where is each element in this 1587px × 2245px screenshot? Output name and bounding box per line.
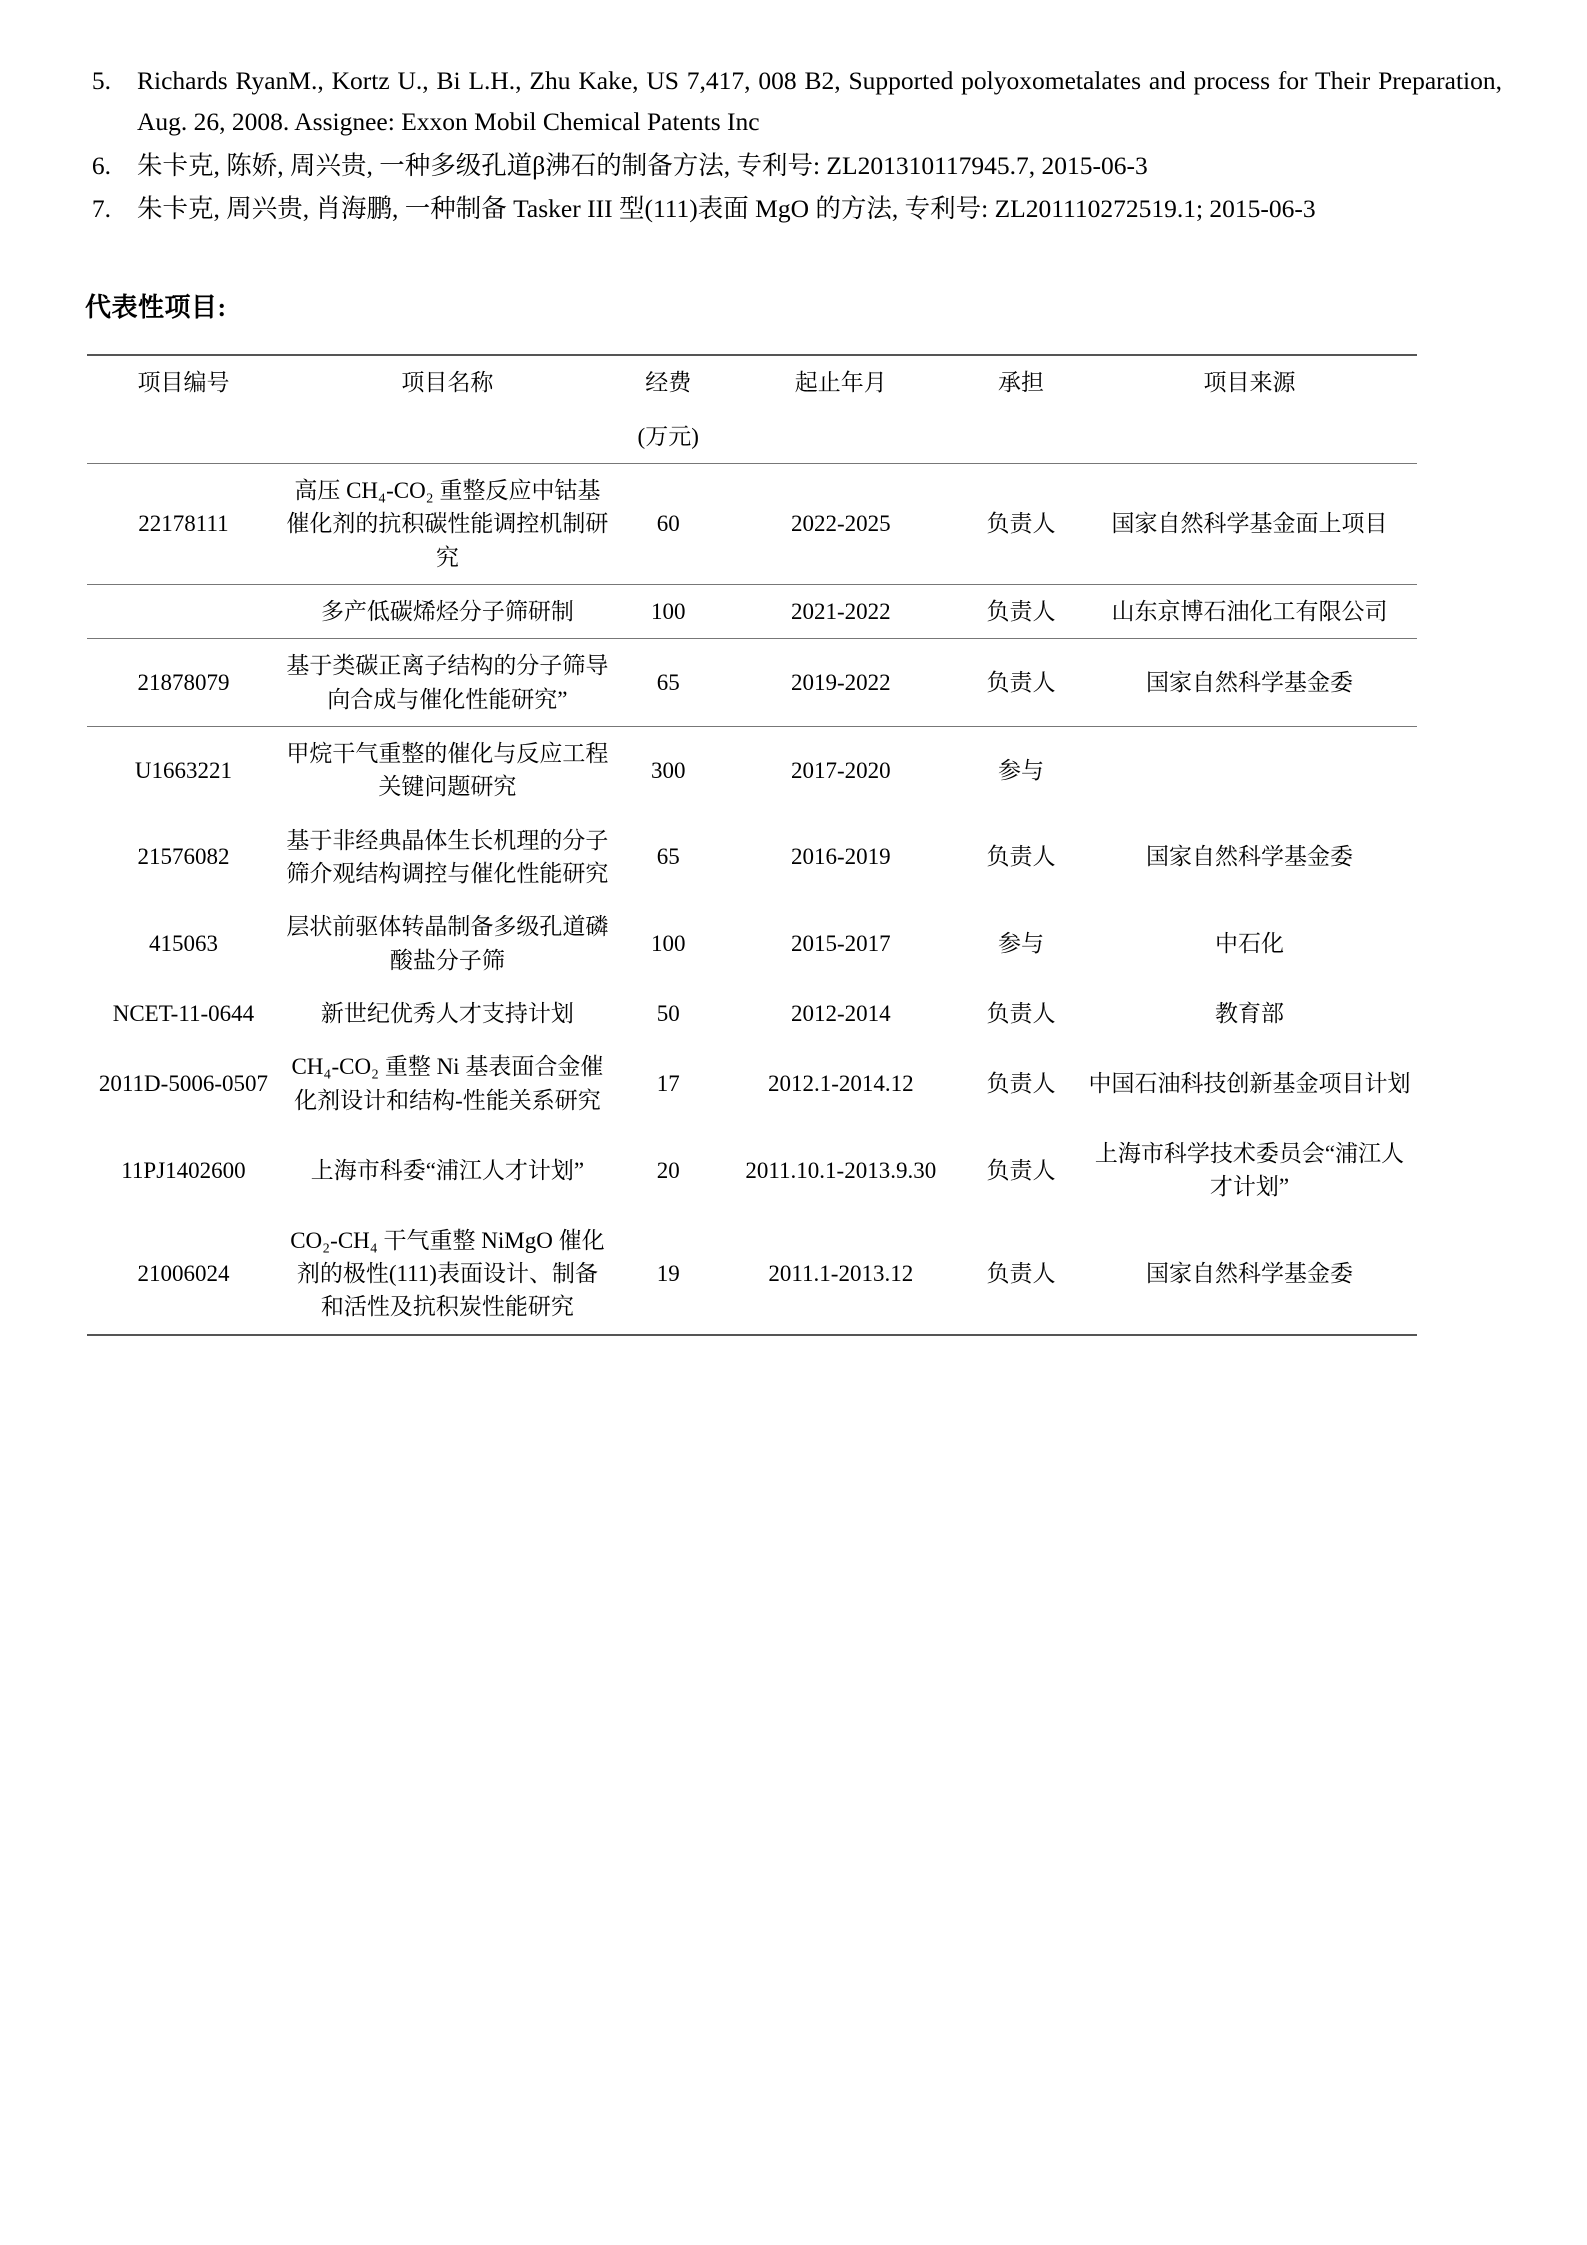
cell-funding: 100 <box>650 930 686 956</box>
patent-reference-list <box>85 60 1502 229</box>
cell-dates: 2017-2020 <box>722 726 961 813</box>
column-header-dates-sub <box>722 410 961 464</box>
cell-project-id: 22178111 <box>87 463 280 584</box>
column-header-role: 承担 <box>960 355 1082 409</box>
column-header-source-sub <box>1082 410 1417 464</box>
cell-role: 负责人 <box>986 1001 1056 1026</box>
cell-funding: 65 <box>656 844 680 870</box>
projects-table <box>87 354 1417 1336</box>
list-item <box>85 145 1502 186</box>
cell-role: 参与 <box>998 930 1044 956</box>
cell-source <box>1082 726 1417 813</box>
cell-source: 国家自然科学基金委 <box>1082 639 1417 727</box>
cell-funding: 19 <box>615 1214 722 1335</box>
reference-number: 6. <box>91 150 111 180</box>
table-header-subrow <box>87 410 1417 464</box>
reference-text: Richards RyanM., Kortz U., Bi L.H., Zhu Kake, US 7,417, 008 B2, Supported polyoxometalates and process for Their Preparation, Aug. 26, 2008. Assignee: Exxon Mobil Chemical Patents Inc <box>137 66 1502 137</box>
column-header-id-sub <box>87 410 280 464</box>
cell-project-name: 高压 CH₄-CO₂ 重整反应中钴基催化剂的抗积碳性能调控机制研究 <box>280 463 615 584</box>
cell-dates: 2021-2022 <box>722 584 961 638</box>
cell-dates: 2011.1-2013.12 <box>722 1214 961 1335</box>
table-row <box>87 900 1417 987</box>
cell-source: 中石化 <box>1214 930 1284 956</box>
column-header-fund-unit: (万元) <box>637 423 699 449</box>
cell-dates: 2015-2017 <box>790 930 891 956</box>
cell-dates: 2012-2014 <box>790 1001 891 1026</box>
cell-role: 负责人 <box>960 463 1082 584</box>
cell-role: 参与 <box>960 726 1082 813</box>
table-row <box>87 726 1417 813</box>
table-row <box>87 814 1417 901</box>
cell-project-id: 2011D-5006-0507 <box>98 1071 268 1097</box>
reference-text: 朱卡克, 陈娇, 周兴贵, 一种多级孔道β沸石的制备方法, 专利号: ZL201310117945.7, 2015-06-3 <box>137 150 1148 180</box>
list-item <box>85 60 1502 143</box>
reference-text: 朱卡克, 周兴贵, 肖海鹏, 一种制备 Tasker III 型(111)表面 MgO 的方法, 专利号: ZL201110272519.1; 2015-06-3 <box>137 193 1316 223</box>
cell-source: 国家自然科学基金面上项目 <box>1082 463 1417 584</box>
cell-dates: 2012.1-2014.12 <box>767 1071 914 1097</box>
cell-project-name: 上海市科委“浦江人才计划” <box>310 1157 585 1183</box>
cell-project-name: 基于类碳正离子结构的分子筛导向合成与催化性能研究” <box>280 639 615 727</box>
column-header-fund: 经费 <box>615 355 722 409</box>
cell-funding: 17 <box>656 1071 680 1097</box>
cell-project-id <box>87 584 280 638</box>
column-header-source: 项目来源 <box>1082 355 1417 409</box>
column-header-id: 项目编号 <box>87 355 280 409</box>
cell-role: 负责人 <box>986 1071 1056 1097</box>
cell-project-id: 11PJ1402600 <box>121 1157 246 1183</box>
cell-source: 山东京博石油化工有限公司 <box>1082 584 1417 638</box>
table-row <box>87 639 1417 727</box>
cell-role: 负责人 <box>960 639 1082 727</box>
cell-role: 负责人 <box>986 1157 1056 1183</box>
cell-funding: 65 <box>615 639 722 727</box>
reference-number: 5. <box>91 66 111 95</box>
table-row <box>87 1127 1417 1214</box>
cell-project-name: 新世纪优秀人才支持计划 <box>320 1001 574 1026</box>
table-header-row <box>87 355 1417 409</box>
cell-source: 中国石油科技创新基金项目计划 <box>1088 1071 1411 1097</box>
table-row <box>87 1040 1417 1127</box>
cell-project-name: 甲烷干气重整的催化与反应工程关键问题研究 <box>280 726 615 813</box>
cell-dates: 2011.10.1-2013.9.30 <box>745 1157 937 1183</box>
cell-project-name: 基于非经典晶体生长机理的分子筛介观结构调控与催化性能研究 <box>286 827 609 886</box>
cell-project-name: CH₄-CO₂ 重整 Ni 基表面合金催化剂设计和结构-性能关系研究 <box>291 1054 604 1113</box>
cell-funding: 100 <box>615 584 722 638</box>
cell-project-id: NCET-11-0644 <box>112 1001 255 1026</box>
cell-source: 国家自然科学基金委 <box>1145 844 1353 870</box>
cell-dates: 2022-2025 <box>722 463 961 584</box>
cell-role: 负责人 <box>960 1214 1082 1335</box>
cell-project-id: 21576082 <box>137 844 230 870</box>
list-item <box>85 188 1502 229</box>
section-heading: 代表性项目: <box>85 293 227 323</box>
cell-dates: 2019-2022 <box>722 639 961 727</box>
cell-project-id: 21006024 <box>87 1214 280 1335</box>
cell-project-name: CO₂-CH₄ 干气重整 NiMgO 催化剂的极性(111)表面设计、制备和活性及抗积炭性能研究 <box>280 1214 615 1335</box>
table-row <box>87 584 1417 638</box>
cell-source: 教育部 <box>1214 1001 1284 1026</box>
reference-number: 7. <box>91 193 111 223</box>
table-row <box>87 1214 1417 1335</box>
cell-role: 负责人 <box>960 584 1082 638</box>
cell-dates: 2016-2019 <box>790 844 891 870</box>
cell-project-name: 多产低碳烯烃分子筛研制 <box>280 584 615 638</box>
cell-source: 国家自然科学基金委 <box>1082 1214 1417 1335</box>
column-header-role-sub <box>960 410 1082 464</box>
cell-project-id: 21878079 <box>87 639 280 727</box>
table-row <box>87 987 1417 1040</box>
column-header-dates: 起止年月 <box>722 355 961 409</box>
column-header-name-sub <box>280 410 615 464</box>
cell-role: 负责人 <box>986 844 1056 870</box>
cell-funding: 300 <box>615 726 722 813</box>
cell-project-id: 415063 <box>148 930 218 956</box>
cell-funding: 60 <box>615 463 722 584</box>
cell-funding: 20 <box>656 1157 680 1183</box>
cell-funding: 50 <box>656 1001 680 1026</box>
column-header-name: 项目名称 <box>280 355 615 409</box>
table-row <box>87 463 1417 584</box>
cell-source: 上海市科学技术委员会“浦江人才计划” <box>1094 1141 1405 1200</box>
cell-project-id: U1663221 <box>87 726 280 813</box>
cell-project-name: 层状前驱体转晶制备多级孔道磷酸盐分子筛 <box>286 914 609 973</box>
